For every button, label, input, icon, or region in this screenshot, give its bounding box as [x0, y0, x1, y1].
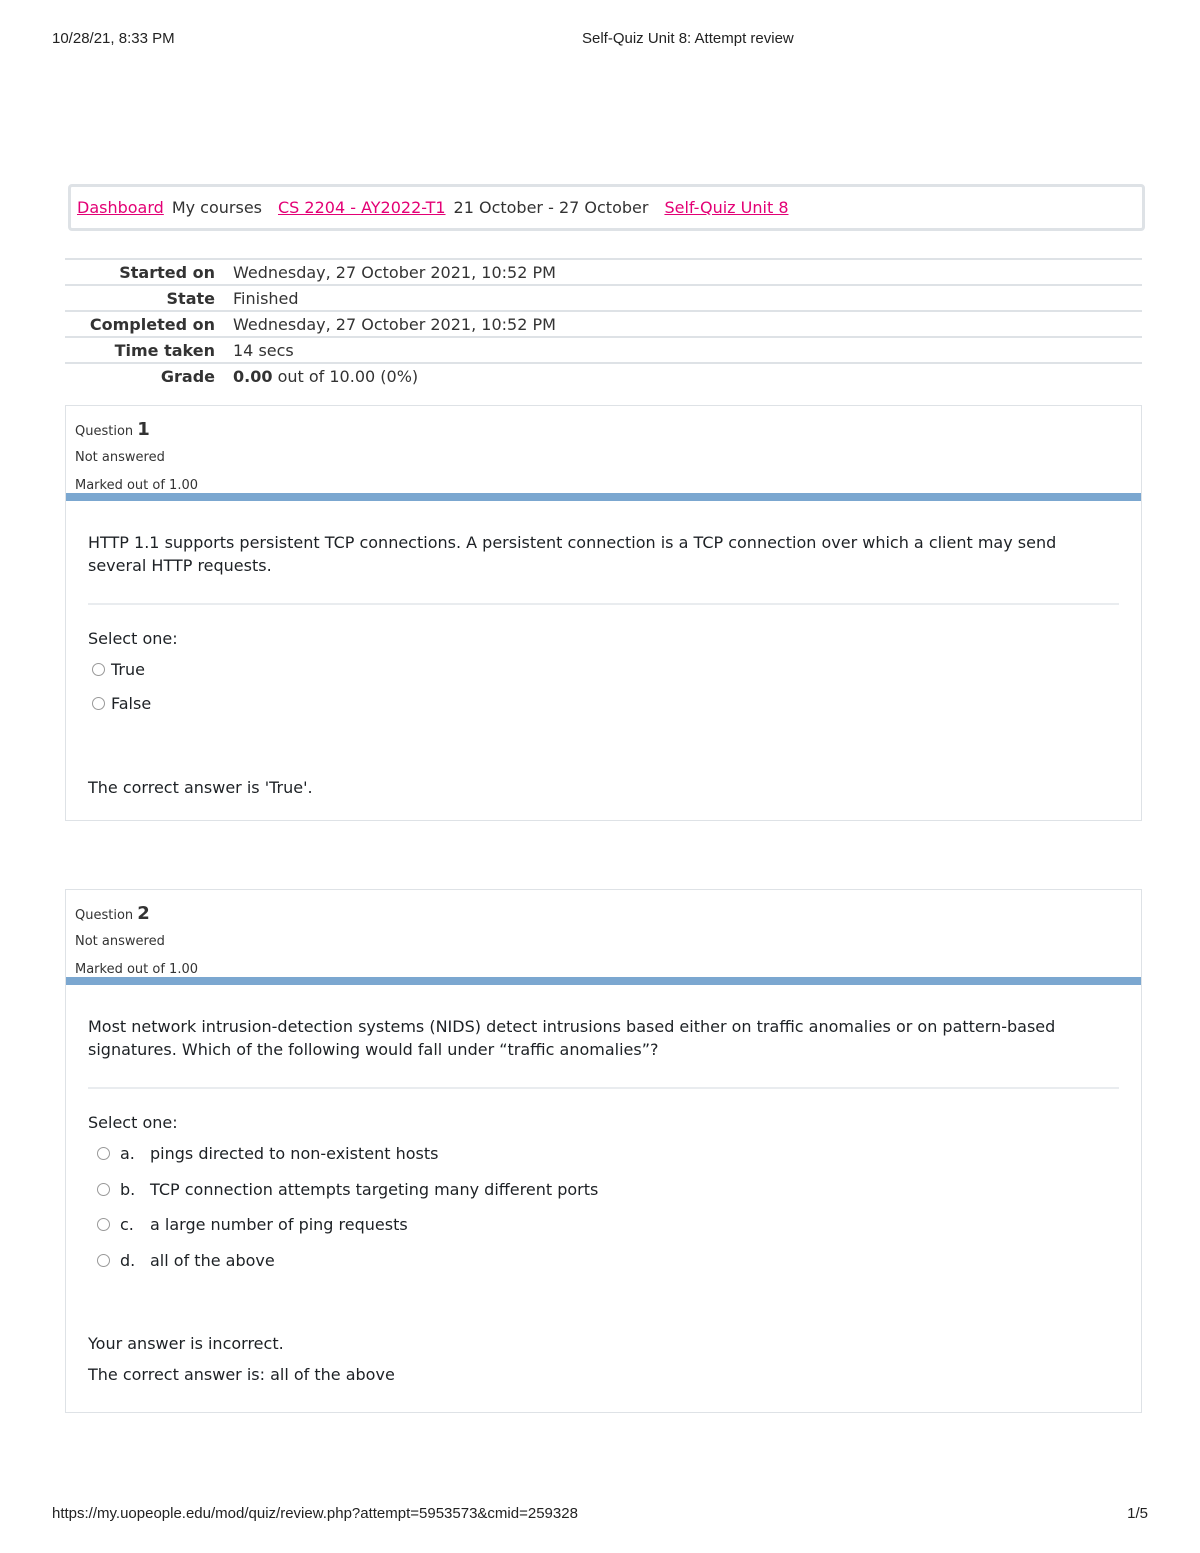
answer-option-false[interactable]: [88, 686, 1119, 720]
print-page-number: 1/5: [1127, 1505, 1148, 1522]
answer-option-label: a large number of ping requests: [150, 1215, 408, 1235]
answer-option-label: True: [111, 659, 145, 679]
question-info: [66, 406, 1141, 501]
answer-result-text: Your answer is incorrect.: [88, 1334, 284, 1353]
correct-answer-text: The correct answer is 'True'.: [88, 778, 313, 797]
radio-button[interactable]: [97, 1183, 110, 1196]
radio-button[interactable]: [92, 663, 105, 676]
question-number: 1: [137, 419, 150, 440]
answer-option-c[interactable]: [88, 1207, 1119, 1243]
print-title: Self-Quiz Unit 8: Attempt review: [582, 30, 794, 47]
breadcrumb: [68, 184, 1145, 231]
question-content: [66, 501, 1141, 720]
question-text: Most network intrusion-detection systems (NIDS) detect intrusions based either on traffic anomalies or on pattern-based signatures. Which of the following would fall under “traffic anomalies”?: [88, 1017, 1056, 1059]
answer-option-true[interactable]: [88, 652, 1119, 686]
answer-option-letter: b.: [120, 1179, 136, 1199]
question-feedback: [66, 778, 335, 797]
state-value: Finished: [233, 288, 299, 308]
time-taken-label: Time taken: [114, 340, 215, 360]
answer-option-letter: a.: [120, 1144, 135, 1164]
question-label: Question: [75, 424, 134, 439]
grade-out-of: out of 10.00 (0%): [277, 367, 419, 386]
started-on-value: Wednesday, 27 October 2021, 10:52 PM: [233, 262, 556, 282]
answer-option-a[interactable]: [88, 1136, 1119, 1172]
grade-label: Grade: [160, 367, 215, 386]
breadcrumb-week: 21 October - 27 October: [453, 198, 649, 217]
question-2: [65, 889, 1142, 1413]
grade-score: 0.00: [233, 367, 273, 386]
answer-option-letter: c.: [120, 1215, 134, 1235]
question-1: [65, 405, 1142, 821]
question-feedback: [66, 1328, 417, 1390]
print-header: [52, 30, 1148, 50]
answer-option-label: False: [111, 693, 152, 713]
question-label: Question: [75, 908, 134, 923]
select-one-prompt: Select one:: [88, 1113, 178, 1132]
question-content: [66, 985, 1141, 1278]
question-divider: [88, 1087, 1119, 1089]
answer-option-d[interactable]: [88, 1243, 1119, 1279]
grade-value: [233, 363, 1142, 389]
completed-on-value: Wednesday, 27 October 2021, 10:52 PM: [233, 314, 556, 334]
started-on-label: Started on: [119, 262, 215, 282]
question-info: [66, 890, 1141, 985]
summary-row-time: [65, 337, 1142, 363]
time-taken-value: 14 secs: [233, 340, 294, 360]
answer-option-label: pings directed to non-existent hosts: [150, 1144, 439, 1164]
radio-button[interactable]: [92, 697, 105, 710]
summary-row-completed: [65, 311, 1142, 337]
question-status: Not answered: [75, 450, 165, 465]
breadcrumb-my-courses: My courses: [171, 198, 262, 217]
answer-option-label: all of the above: [150, 1250, 275, 1270]
answer-option-b[interactable]: [88, 1172, 1119, 1208]
question-marks: Marked out of 1.00: [75, 962, 199, 977]
question-marks: Marked out of 1.00: [75, 478, 199, 493]
state-label: State: [166, 288, 215, 308]
completed-on-label: Completed on: [89, 314, 215, 334]
radio-button[interactable]: [97, 1254, 110, 1267]
select-one-prompt: Select one:: [88, 629, 178, 648]
attempt-summary-table: [65, 258, 1142, 389]
print-footer: [52, 1505, 1148, 1525]
summary-row-state: [65, 285, 1142, 311]
correct-answer-text: The correct answer is: all of the above: [88, 1365, 395, 1384]
radio-button[interactable]: [97, 1147, 110, 1160]
summary-row-started: [65, 259, 1142, 285]
breadcrumb-course[interactable]: CS 2204 - AY2022-T1: [278, 198, 446, 217]
question-status: Not answered: [75, 934, 165, 949]
radio-button[interactable]: [97, 1218, 110, 1231]
question-text: HTTP 1.1 supports persistent TCP connections. A persistent connection is a TCP connection over which a client may send several HTTP requests.: [88, 533, 1057, 575]
question-number: 2: [137, 903, 150, 924]
summary-row-grade: [65, 363, 1142, 389]
answer-option-label: TCP connection attempts targeting many different ports: [150, 1179, 599, 1199]
print-url: https://my.uopeople.edu/mod/quiz/review.php?attempt=5953573&cmid=259328: [52, 1505, 578, 1522]
question-divider: [88, 603, 1119, 605]
print-date: 10/28/21, 8:33 PM: [52, 30, 175, 47]
breadcrumb-quiz[interactable]: Self-Quiz Unit 8: [664, 198, 789, 217]
answer-option-letter: d.: [120, 1250, 136, 1270]
breadcrumb-dashboard[interactable]: Dashboard: [77, 198, 164, 217]
